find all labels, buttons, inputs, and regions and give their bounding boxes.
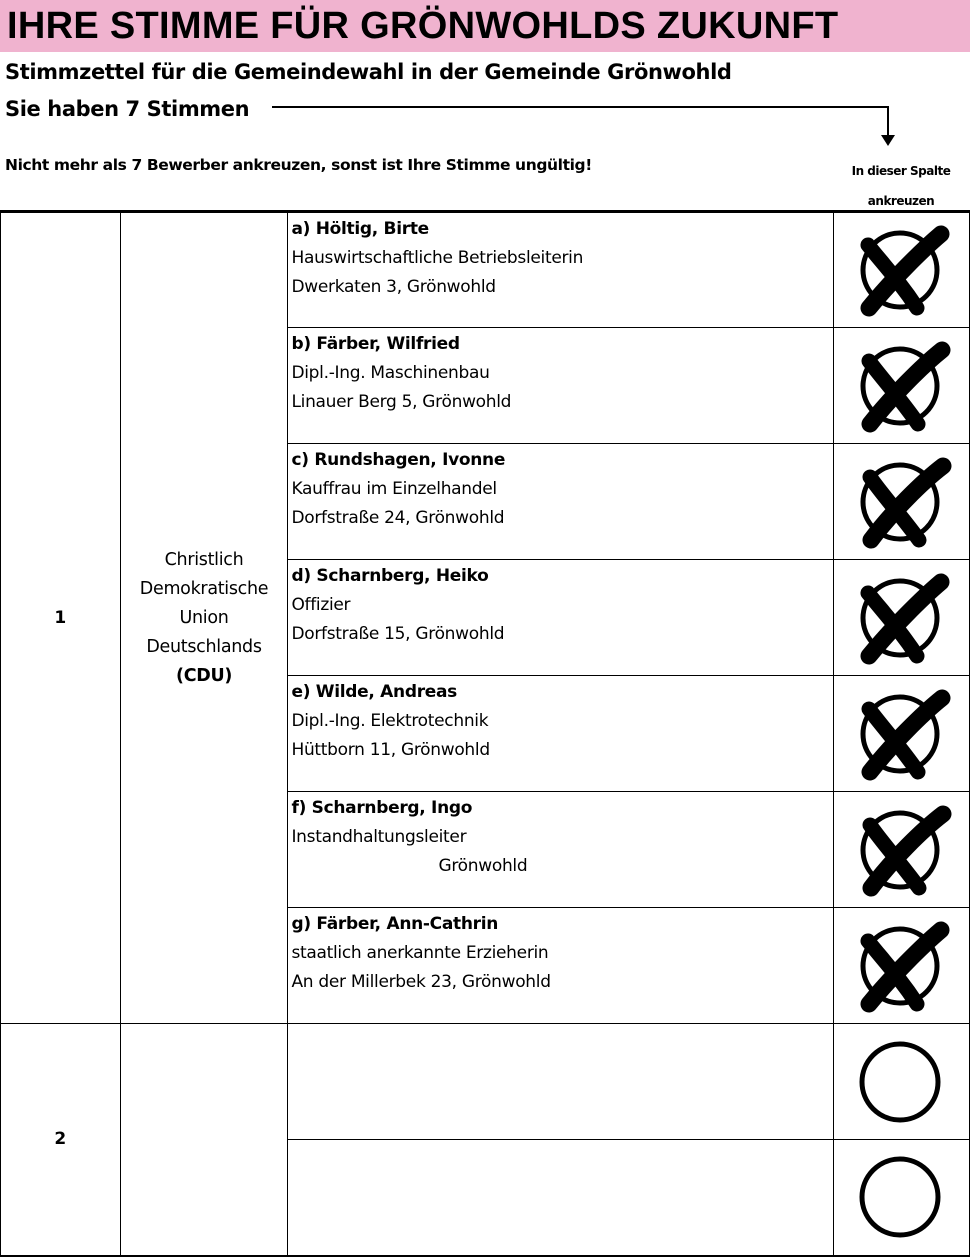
candidate-address: Linauer Berg 5, Grönwohld (291, 392, 512, 412)
candidate-name: a) Höltig, Birte (291, 219, 429, 239)
party-name-line: Demokratische (139, 578, 269, 599)
candidate-info (288, 1140, 834, 1256)
vote-count-text: Sie haben 7 Stimmen (5, 97, 250, 121)
list-number: 1 (1, 212, 121, 1024)
empty-circle-icon (852, 1147, 952, 1247)
party-name (120, 212, 288, 1024)
candidate-info (288, 444, 834, 560)
party-name-line: Deutschlands (146, 636, 262, 657)
cross-in-circle-icon (852, 916, 952, 1016)
arrow-line-down (887, 106, 889, 136)
candidate-name: g) Färber, Ann-Cathrin (291, 914, 499, 934)
column-hint-line2: ankreuzen (867, 194, 935, 208)
cross-in-circle-icon (852, 684, 952, 784)
party-name (120, 1024, 288, 1256)
header-banner (0, 0, 970, 52)
vote-checkbox[interactable] (834, 676, 970, 792)
circle-outline (862, 1159, 938, 1235)
candidate-info (288, 676, 834, 792)
candidate-address: An der Millerbek 23, Grönwohld (291, 972, 551, 992)
candidate-occupation: Kauffrau im Einzelhandel (291, 479, 497, 499)
candidate-row (1, 1024, 970, 1140)
ballot-table (0, 210, 970, 1257)
candidate-name: d) Scharnberg, Heiko (291, 566, 489, 586)
candidate-row (1, 212, 970, 328)
cross-in-circle-icon (852, 568, 952, 668)
column-hint (836, 156, 966, 216)
vote-checkbox[interactable] (834, 560, 970, 676)
warning-text: Nicht mehr als 7 Bewerber ankreuzen, sonst ist Ihre Stimme ungültig! (5, 156, 592, 174)
vote-checkbox[interactable] (834, 792, 970, 908)
candidate-address: Dwerkaten 3, Grönwohld (291, 277, 496, 297)
ballot-subtitle: Stimmzettel für die Gemeindewahl in der Gemeinde Grönwohld (5, 60, 732, 84)
candidate-name: f) Scharnberg, Ingo (291, 798, 473, 818)
candidate-occupation: Instandhaltungsleiter (291, 827, 467, 847)
candidate-info (288, 908, 834, 1024)
party-name-line: Christlich (164, 549, 244, 570)
cross-in-circle-icon (852, 452, 952, 552)
candidate-address: Dorfstraße 24, Grönwohld (291, 508, 505, 528)
candidate-occupation: Dipl.-Ing. Elektrotechnik (291, 711, 489, 731)
party-abbreviation: (CDU) (176, 665, 233, 686)
cross-in-circle-icon (852, 916, 952, 1016)
empty-circle-icon (852, 1032, 952, 1132)
candidate-address: Hüttborn 11, Grönwohld (291, 740, 490, 760)
candidate-info (288, 792, 834, 908)
party-name-line: Union (179, 607, 229, 628)
cross-in-circle-icon (852, 336, 952, 436)
list-number: 2 (1, 1024, 121, 1256)
candidate-occupation: staatlich anerkannte Erzieherin (291, 943, 549, 963)
vote-checkbox[interactable] (834, 908, 970, 1024)
candidate-address: Dorfstraße 15, Grönwohld (291, 624, 505, 644)
empty-circle-icon (852, 1147, 952, 1247)
cross-in-circle-icon (852, 684, 952, 784)
circle-outline (862, 1044, 938, 1120)
arrow-down-icon (881, 135, 895, 146)
candidate-info (288, 212, 834, 328)
arrow-line (272, 106, 889, 108)
cross-in-circle-icon (852, 336, 952, 436)
candidate-occupation: Hauswirtschaftliche Betriebsleiterin (291, 248, 584, 268)
candidate-address: Grönwohld (438, 856, 528, 876)
candidate-info (288, 560, 834, 676)
cross-in-circle-icon (852, 452, 952, 552)
candidate-occupation: Dipl.-Ing. Maschinenbau (291, 363, 490, 383)
vote-checkbox[interactable] (834, 444, 970, 560)
candidate-occupation: Offizier (291, 595, 351, 615)
banner-title: IHRE STIMME FÜR GRÖNWOHLDS ZUKUNFT (7, 5, 839, 47)
vote-checkbox[interactable] (834, 1140, 970, 1256)
vote-checkbox[interactable] (834, 1024, 970, 1140)
empty-circle-icon (852, 1032, 952, 1132)
column-hint-line1: In dieser Spalte (851, 164, 951, 178)
vote-checkbox[interactable] (834, 328, 970, 444)
candidate-name: e) Wilde, Andreas (291, 682, 457, 702)
cross-in-circle-icon (852, 800, 952, 900)
candidate-info (288, 1024, 834, 1140)
candidate-info (288, 328, 834, 444)
vote-checkbox[interactable] (834, 212, 970, 328)
candidate-name: b) Färber, Wilfried (291, 334, 460, 354)
cross-in-circle-icon (852, 568, 952, 668)
cross-in-circle-icon (852, 220, 952, 320)
candidate-name: c) Rundshagen, Ivonne (291, 450, 506, 470)
cross-in-circle-icon (852, 220, 952, 320)
cross-in-circle-icon (852, 800, 952, 900)
